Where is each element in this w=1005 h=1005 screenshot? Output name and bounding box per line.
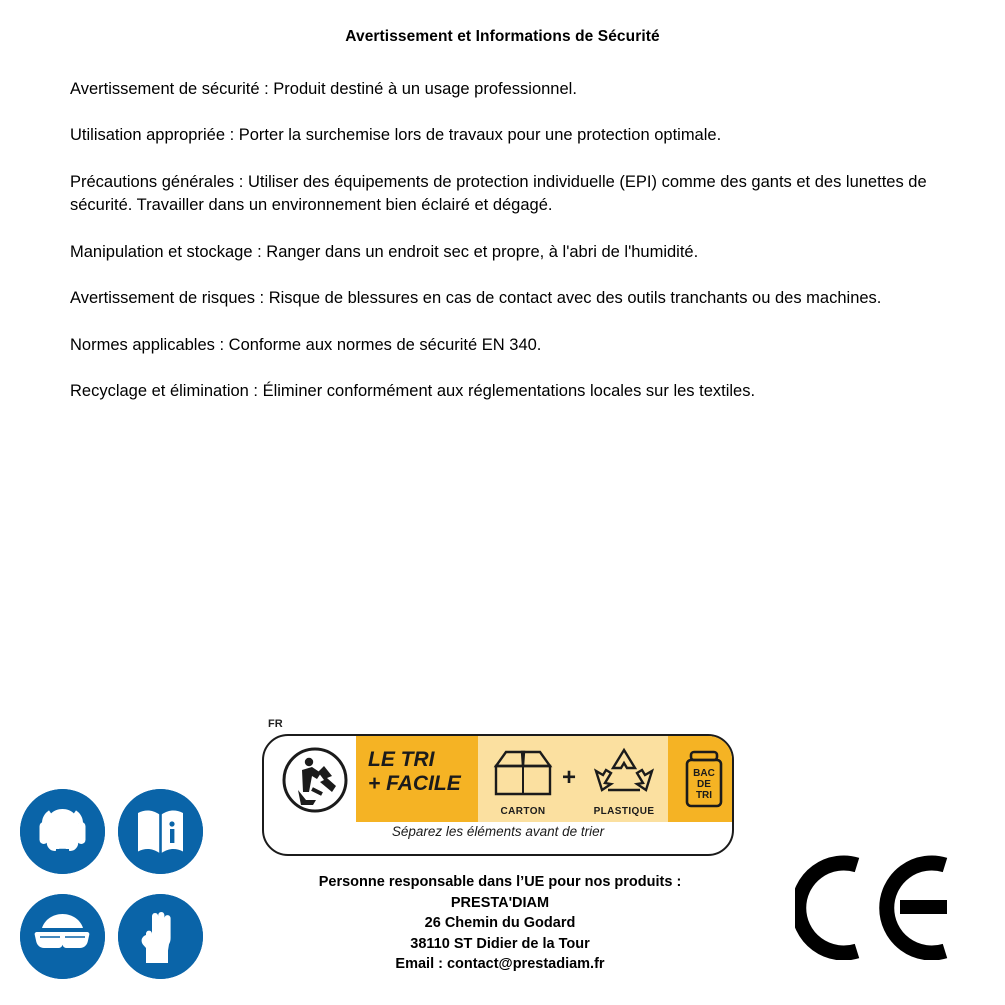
banner-headline-line2: + FACILE <box>368 771 461 795</box>
paragraph: Précautions générales : Utiliser des équipements de protection individuelle (EPI) comme des gants et des lunettes de sécurité. Travailler dans un environnement bien éclairé et dégagé. <box>70 172 927 215</box>
svg-text:BAC: BAC <box>693 768 715 779</box>
triman-icon <box>278 746 352 814</box>
responsible-person-block <box>210 872 790 975</box>
banner-headline <box>368 748 478 795</box>
recycling-banner <box>262 718 732 856</box>
paragraph: Recyclage et élimination : Éliminer conformément aux réglementations locales sur les textiles. <box>70 381 756 400</box>
banner-footer-text: Séparez les éléments avant de trier <box>391 824 605 839</box>
hand-protection-icon <box>118 894 203 979</box>
plus-icon: + <box>562 764 577 791</box>
eye-protection-icon <box>20 894 105 979</box>
responsible-person-company: PRESTA'DIAM <box>450 894 550 911</box>
paragraph: Utilisation appropriée : Porter la surchemise lors de travaux pour une protection optimale. <box>70 126 722 145</box>
banner-box <box>262 734 734 856</box>
banner-language-tag: FR <box>268 718 283 730</box>
responsible-person-heading: Personne responsable dans l’UE pour nos produits : <box>318 874 682 890</box>
carton-group <box>486 744 560 817</box>
responsible-person-street: 26 Chemin du Godard <box>424 915 576 932</box>
pictogram-group <box>20 789 230 979</box>
responsible-person-city: 38110 ST Didier de la Tour <box>410 935 590 952</box>
page-title: Avertissement et Informations de Sécurité <box>345 28 660 45</box>
svg-text:TRI: TRI <box>695 790 713 801</box>
paragraph: Manipulation et stockage : Ranger dans un endroit sec et propre, à l'abri de l'humidité. <box>70 242 699 261</box>
svg-text:DE: DE <box>697 779 711 790</box>
carton-icon <box>486 744 560 800</box>
bin-icon <box>682 744 726 814</box>
safety-text-block <box>70 78 970 426</box>
carton-label: CARTON <box>500 806 546 817</box>
plastique-label: PLASTIQUE <box>593 806 655 817</box>
plastique-group <box>582 744 666 817</box>
responsible-person-email: Email : contact@prestadiam.fr <box>395 956 605 973</box>
paragraph: Normes applicables : Conforme aux normes de sécurité EN 340. <box>70 335 542 354</box>
read-instructions-icon <box>118 789 203 874</box>
paragraph: Avertissement de risques : Risque de blessures en cas de contact avec des outils tranchants ou des machines. <box>70 289 882 308</box>
recycle-loop-icon <box>582 744 666 800</box>
ce-mark-icon <box>795 855 955 960</box>
ear-protection-icon <box>20 789 105 874</box>
paragraph: Avertissement de sécurité : Produit destiné à un usage professionnel. <box>70 80 577 98</box>
banner-headline-line1: LE TRI <box>368 748 435 771</box>
